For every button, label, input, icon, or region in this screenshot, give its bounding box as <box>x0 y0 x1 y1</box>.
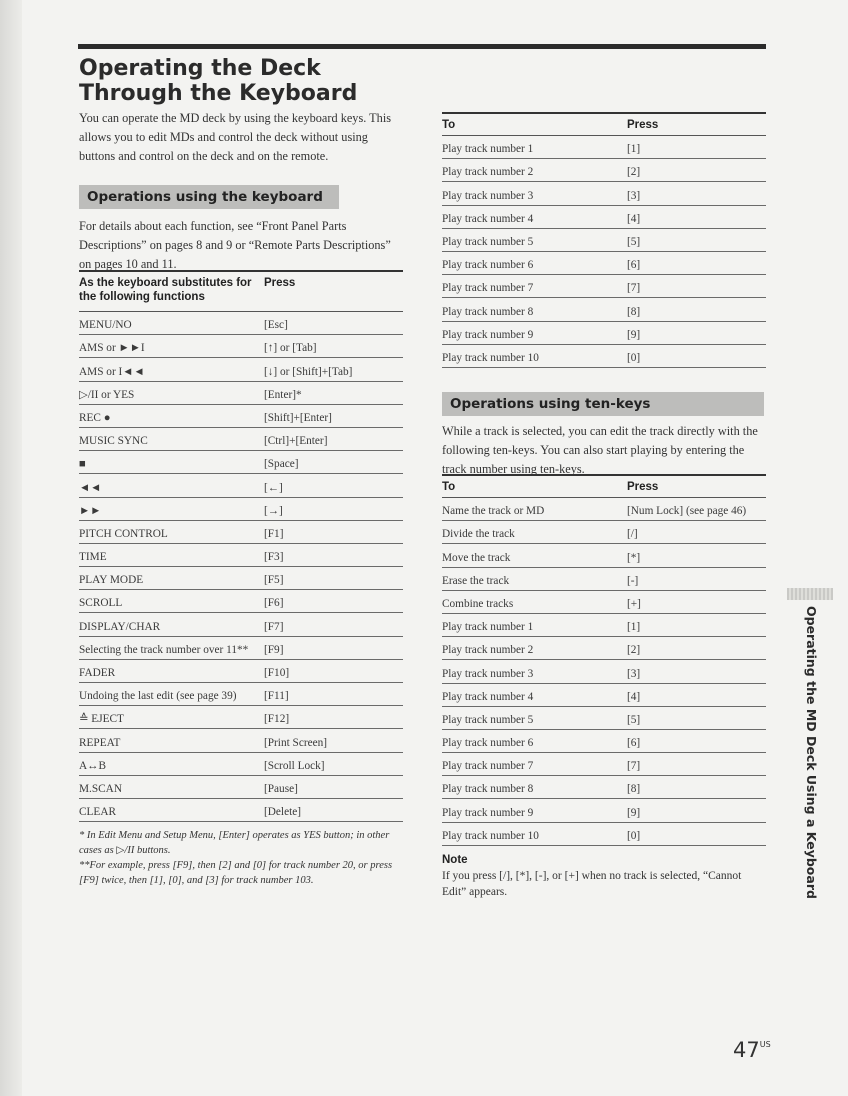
table-row <box>79 613 403 636</box>
cell-key: [Scroll Lock] <box>264 759 325 772</box>
table-header <box>442 112 766 136</box>
col-header-press: Press <box>627 481 659 493</box>
table-row <box>79 474 403 497</box>
side-tab-marker <box>787 588 833 600</box>
cell-key: [Esc] <box>264 319 288 332</box>
table-row <box>442 182 766 205</box>
cell-key: [4] <box>627 690 641 703</box>
cell-key: [+] <box>627 597 641 610</box>
cell-func: ▷/II or YES <box>79 388 135 401</box>
section-heading-tenkeys: Operations using ten-keys <box>442 392 764 416</box>
table-row <box>79 405 403 428</box>
cell-func: AMS or I◄◄ <box>79 365 145 378</box>
table-row <box>442 614 766 637</box>
cell-key: [5] <box>627 235 641 248</box>
page-binding-shadow <box>0 0 22 1096</box>
cell-key: [6] <box>627 259 641 272</box>
cell-key: [5] <box>627 713 641 726</box>
col-header-press: Press <box>627 119 659 131</box>
col-header-to: To <box>442 119 456 131</box>
cell-to: Play track number 4 <box>442 690 534 703</box>
cell-func: CLEAR <box>79 806 117 819</box>
footnote-track-number: **For example, press [F9], then [2] and [0] for track number 20, or press [F9] twice, then [1], [0], and [3] for track number 103. <box>79 860 393 886</box>
table-row <box>442 823 766 846</box>
cell-key: [7] <box>627 282 641 295</box>
cell-key: [←] <box>264 481 283 494</box>
table-row <box>442 591 766 614</box>
cell-to: Play track number 2 <box>442 644 534 657</box>
cell-key: [F12] <box>264 713 290 726</box>
table-row <box>442 136 766 159</box>
cell-key: [8] <box>627 783 641 796</box>
col-header-to: To <box>442 481 456 493</box>
table-row <box>79 637 403 660</box>
table-header <box>79 270 403 312</box>
table-row <box>79 382 403 405</box>
table-row <box>442 753 766 776</box>
cell-to: Play track number 3 <box>442 189 534 202</box>
cell-to: Play track number 7 <box>442 282 534 295</box>
table-row <box>442 521 766 544</box>
table-row <box>442 544 766 567</box>
cell-func: DISPLAY/CHAR <box>79 620 161 633</box>
cell-func: ■ <box>79 458 86 471</box>
cell-key: [9] <box>627 806 641 819</box>
cell-key: [6] <box>627 737 641 750</box>
table-row <box>79 567 403 590</box>
page-number-value: 47 <box>733 1038 760 1062</box>
note-heading: Note <box>442 854 468 866</box>
intro-paragraph: You can operate the MD deck by using the keyboard keys. This allows you to edit MDs and control the deck without using buttons and control on the deck and on the remote. <box>79 111 392 163</box>
col-header-press: Press <box>264 277 296 289</box>
cell-to: Play track number 5 <box>442 713 534 726</box>
table-row <box>79 799 403 822</box>
cell-func: SCROLL <box>79 597 123 610</box>
cell-key: [F7] <box>264 620 284 633</box>
cell-key: [↓] or [Shift]+[Tab] <box>264 365 353 378</box>
cell-key: [8] <box>627 305 641 318</box>
footnote-enter: * In Edit Menu and Setup Menu, [Enter] operates as YES button; in other cases as ▷/II buttons. <box>79 830 390 856</box>
table-row <box>442 660 766 683</box>
cell-key: [*] <box>627 551 641 564</box>
tenkeys-section-description: While a track is selected, you can edit the track directly with the following ten-keys. You can also start playing by entering the track number using ten-keys. <box>442 424 758 476</box>
table-row <box>79 428 403 451</box>
cell-key: [→] <box>264 504 283 517</box>
page-number-suffix: US <box>759 1040 771 1049</box>
cell-key: [3] <box>627 189 641 202</box>
cell-to: Play track number 5 <box>442 235 534 248</box>
cell-key: [Ctrl]+[Enter] <box>264 435 328 448</box>
table-header <box>442 474 766 498</box>
cell-to: Play track number 8 <box>442 783 534 796</box>
cell-to: Divide the track <box>442 528 515 541</box>
cell-key: [1] <box>627 143 641 156</box>
cell-key: [3] <box>627 667 641 680</box>
keyboard-function-table <box>79 270 403 822</box>
cell-to: Play track number 2 <box>442 166 534 179</box>
cell-func: ◄◄ <box>79 481 102 494</box>
table-row <box>442 568 766 591</box>
table-row <box>442 252 766 275</box>
table-row <box>79 335 403 358</box>
table-row <box>79 498 403 521</box>
cell-to: Name the track or MD <box>442 505 545 518</box>
cell-key: [F10] <box>264 667 290 679</box>
table-row <box>442 298 766 321</box>
cell-to: Play track number 9 <box>442 806 534 819</box>
table-row <box>79 312 403 335</box>
page-title <box>79 56 419 106</box>
cell-to: Play track number 3 <box>442 667 534 680</box>
cell-key: [Pause] <box>264 782 298 795</box>
cell-to: Play track number 7 <box>442 760 534 773</box>
table-row <box>442 684 766 707</box>
cell-key: [1] <box>627 621 641 634</box>
cell-to: Play track number 9 <box>442 328 534 341</box>
table-row <box>79 753 403 776</box>
header-rule <box>78 44 766 49</box>
cell-to: Play track number 6 <box>442 259 534 272</box>
cell-key: [↑] or [Tab] <box>264 342 317 355</box>
cell-key: [F5] <box>264 574 284 587</box>
cell-func: REC ● <box>79 411 111 424</box>
page-title-line2: Through the Keyboard <box>79 81 358 106</box>
cell-func: ►► <box>79 504 102 517</box>
cell-func: Selecting the track number over 11** <box>79 643 249 656</box>
cell-key: [F6] <box>264 597 284 610</box>
table-row <box>442 206 766 229</box>
cell-key: [9] <box>627 328 641 341</box>
table-row <box>79 706 403 729</box>
cell-func: PLAY MODE <box>79 574 144 587</box>
page-number <box>733 1038 771 1062</box>
cell-key: [Print Screen] <box>264 736 328 749</box>
table-row <box>442 159 766 182</box>
cell-key: [F9] <box>264 643 284 656</box>
cell-func: REPEAT <box>79 736 121 749</box>
table-row <box>442 345 766 368</box>
cell-to: Erase the track <box>442 574 510 587</box>
cell-func: A↔B <box>79 759 106 772</box>
cell-key: [Num Lock] (see page 46) <box>627 505 747 518</box>
table-row <box>79 358 403 381</box>
side-tab-label: Operating the MD Deck Using a Keyboard <box>804 606 819 899</box>
tenkey-table <box>442 474 766 846</box>
table-row <box>79 451 403 474</box>
cell-key: [Delete] <box>264 806 302 819</box>
table-row <box>442 229 766 252</box>
keyboard-section-description: For details about each function, see “Front Panel Parts Descriptions” on pages 8 and 9 or “Remote Parts Descriptions” on pages 10 and 11. <box>79 219 391 271</box>
page-title-line1: Operating the Deck <box>79 56 321 81</box>
cell-func: ≙ EJECT <box>79 713 124 726</box>
cell-to: Play track number 10 <box>442 829 539 842</box>
cell-key: [F1] <box>264 527 284 540</box>
table-row <box>79 544 403 567</box>
section-heading-keyboard: Operations using the keyboard <box>79 185 339 209</box>
cell-key: [Shift]+[Enter] <box>264 411 332 424</box>
cell-key: [7] <box>627 760 641 773</box>
table-row <box>442 776 766 799</box>
table-row <box>79 776 403 799</box>
cell-key: [0] <box>627 351 641 364</box>
cell-key: [2] <box>627 166 641 179</box>
cell-to: Combine tracks <box>442 597 514 610</box>
table-row <box>79 683 403 706</box>
cell-func: FADER <box>79 667 116 679</box>
cell-key: [4] <box>627 212 641 225</box>
table-row <box>442 799 766 822</box>
cell-to: Play track number 1 <box>442 143 534 156</box>
cell-to: Play track number 6 <box>442 737 534 750</box>
cell-key: [F3] <box>264 551 284 564</box>
table-row <box>79 729 403 752</box>
cell-func: MENU/NO <box>79 319 132 332</box>
cell-to: Play track number 10 <box>442 351 539 364</box>
cell-func: AMS or ►►I <box>79 342 145 355</box>
cell-to: Move the track <box>442 551 511 564</box>
col-header-function: As the keyboard substitutes for the following functions <box>79 277 252 303</box>
cell-key: [Space] <box>264 458 299 471</box>
cell-key: [-] <box>627 574 639 587</box>
table-row <box>79 590 403 613</box>
table-row <box>442 637 766 660</box>
table-row <box>79 660 403 683</box>
cell-func: M.SCAN <box>79 782 123 795</box>
cell-to: Play track number 8 <box>442 305 534 318</box>
table-row <box>442 707 766 730</box>
table-row <box>79 521 403 544</box>
cell-func: PITCH CONTROL <box>79 527 168 540</box>
table-row <box>442 275 766 298</box>
table-row <box>442 730 766 753</box>
cell-key: [F11] <box>264 690 289 703</box>
cell-func: TIME <box>79 551 107 564</box>
cell-to: Play track number 4 <box>442 212 534 225</box>
cell-to: Play track number 1 <box>442 621 534 634</box>
cell-func: MUSIC SYNC <box>79 435 148 448</box>
table-row <box>442 498 766 521</box>
table-row <box>442 322 766 345</box>
cell-key: [0] <box>627 829 641 842</box>
cell-key: [2] <box>627 644 641 657</box>
cell-key: [/] <box>627 528 638 541</box>
cell-func: Undoing the last edit (see page 39) <box>79 690 237 703</box>
play-track-table <box>442 112 766 368</box>
cell-key: [Enter]* <box>264 388 302 401</box>
note-text: If you press [/], [*], [-], or [+] when no track is selected, “Cannot Edit” appears. <box>442 870 742 898</box>
